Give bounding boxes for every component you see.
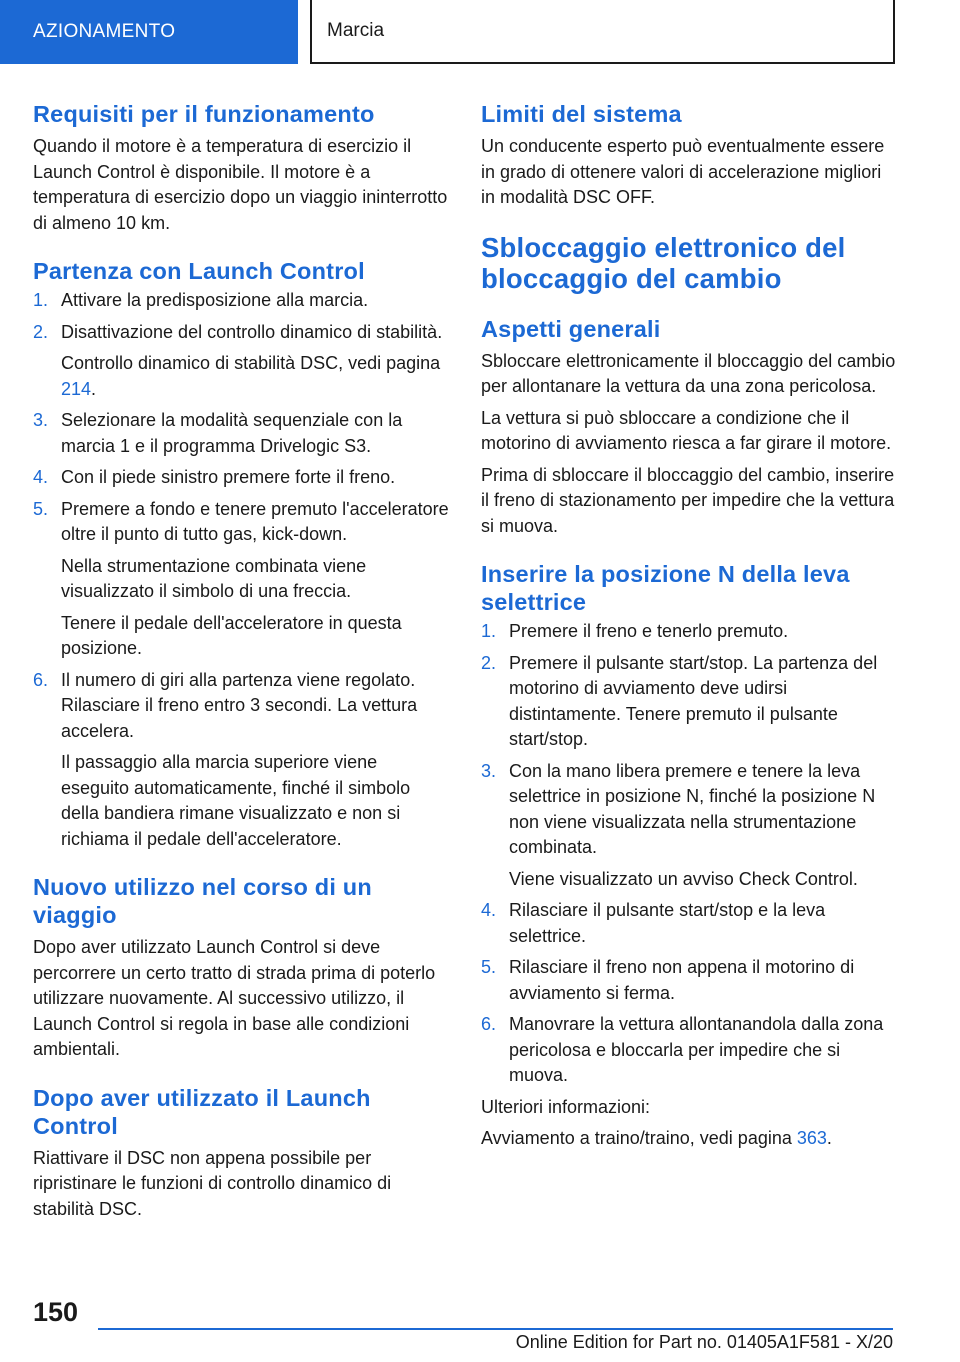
heading-nuovo-utilizzo: Nuovo utilizzo nel corso di un viaggio xyxy=(33,874,372,928)
step-number: 1. xyxy=(481,621,497,641)
dopo-utilizzo-body: Riattivare il DSC non appena possibile per ripristinare le funzioni di controllo dinamico di stabilità DSC. xyxy=(33,1147,392,1219)
step-number: 6. xyxy=(481,1014,497,1034)
step-text: Con la mano libera premere e tenere la leva selettrice in posizione N, finché la posizione N non viene visualizzata nella strumentazione combinata. xyxy=(509,760,876,857)
heading-limiti: Limiti del sistema xyxy=(481,101,682,127)
nuovo-utilizzo-body: Dopo aver utilizzato Launch Control si deve percorrere un certo tratto di strada prima di poterlo utilizzare nuovamente. Al successivo utilizzo, il Launch Control si regola in base alle condizioni ambientali. xyxy=(33,937,436,1059)
list-item xyxy=(33,465,449,491)
heading-sbloccaggio: Sbloccaggio elettronico del bloccaggio del cambio xyxy=(481,231,846,294)
page-number: 150 xyxy=(33,1297,79,1327)
partenza-steps xyxy=(33,288,449,852)
step-number: 6. xyxy=(33,669,49,690)
heading-aspetti-generali: Aspetti generali xyxy=(481,315,661,342)
list-item xyxy=(33,668,449,853)
step-note: Tenere il pedale dell'acceleratore in questa posizione. xyxy=(61,612,402,658)
heading-partenza: Partenza con Launch Control xyxy=(33,258,365,284)
list-item xyxy=(33,288,449,314)
step-text: Premere il pulsante start/stop. La partenza del motorino di avviamento deve udirsi distintamente. Tenere premuto il pulsante start/stop. xyxy=(509,652,878,749)
page-link-363[interactable]: 363 xyxy=(796,1128,827,1148)
step-text: Rilasciare il freno non appena il motorino di avviamento si ferma. xyxy=(509,957,855,1003)
list-item xyxy=(481,651,897,753)
footer-divider xyxy=(98,1328,893,1330)
list-item xyxy=(33,408,449,459)
step-number: 5. xyxy=(33,498,49,519)
step-note: Il passaggio alla marcia superiore viene eseguito automaticamente, finché il simbolo della bandiera rimane visualizzato e non si richiama il pedale dell'acceleratore. xyxy=(61,752,411,849)
left-column xyxy=(33,100,449,1222)
page-link-214[interactable]: 214 xyxy=(61,378,92,399)
edition-text: Online Edition for Part no. 01405A1F581 - X/20 xyxy=(515,1332,893,1352)
step-note-end: . xyxy=(91,378,97,399)
heading-dopo-utilizzo: Dopo aver utilizzato il Launch Control xyxy=(33,1084,371,1139)
step-number: 4. xyxy=(481,900,497,920)
list-item xyxy=(481,1012,897,1089)
chapter-title: Marcia xyxy=(310,0,895,64)
right-column xyxy=(481,100,897,1152)
list-item xyxy=(481,619,897,645)
step-number: 3. xyxy=(481,760,497,781)
step-text: Rilasciare il pulsante start/stop e la leva selettrice. xyxy=(509,900,826,946)
section-tab[interactable]: AZIONAMENTO xyxy=(0,0,298,64)
step-note xyxy=(61,351,449,402)
step-note: Nella strumentazione combinata viene visualizzato il simbolo di una freccia. xyxy=(61,555,367,601)
step-text: Premere il freno e tenerlo premuto. xyxy=(509,621,789,641)
step-text: Manovrare la vettura allontanandola dalla zona pericolosa e bloccarla per impedire che si muova. xyxy=(509,1014,884,1085)
step-number: 2. xyxy=(33,321,49,342)
step-note-text: Controllo dinamico di stabilità DSC, vedi pagina xyxy=(61,353,441,373)
limiti-body: Un conducente esperto può eventualmente essere in grado di ottenere valori di accelerazione migliori in modalità DSC OFF. xyxy=(481,136,885,207)
step-text: Premere a fondo e tenere premuto l'acceleratore oltre il punto di tutto gas, kick-down. xyxy=(61,498,449,544)
step-text: Disattivazione del controllo dinamico di stabilità. xyxy=(61,321,443,342)
step-number: 1. xyxy=(33,290,49,310)
more-info-ref xyxy=(481,1126,897,1152)
heading-requisiti: Requisiti per il funzionamento xyxy=(33,101,375,127)
list-item xyxy=(481,759,897,893)
aspetti-p1: Sbloccare elettronicamente il bloccaggio del cambio per allontanare la vettura da una zona pericolosa. xyxy=(481,350,896,396)
step-text: Il numero di giri alla partenza viene regolato. Rilasciare il freno entro 3 secondi. La vettura accelera. xyxy=(61,669,418,741)
list-item xyxy=(33,320,449,403)
list-item xyxy=(33,497,449,662)
heading-posizione-n: Inserire la posizione N della leva selettrice xyxy=(481,561,850,615)
requisiti-body: Quando il motore è a temperatura di esercizio il Launch Control è disponibile. Il motore è a temperatura di esercizio dopo un viaggio ininterrotto di almeno 10 km. xyxy=(33,136,448,233)
step-number: 3. xyxy=(33,410,49,430)
aspetti-p3: Prima di sbloccare il bloccaggio del cambio, inserire il freno di stazionamento per impedire che la vettura si muova. xyxy=(481,464,895,536)
step-text: Selezionare la modalità sequenziale con la marcia 1 e il programma Drivelogic S3. xyxy=(61,410,403,456)
list-item xyxy=(481,898,897,949)
step-number: 5. xyxy=(481,957,497,977)
aspetti-p2: La vettura si può sbloccare a condizione che il motorino di avviamento riesca a far girare il motore. xyxy=(481,407,892,453)
step-text: Attivare la predisposizione alla marcia. xyxy=(61,290,369,310)
posizione-n-steps xyxy=(481,619,897,1089)
more-info-label: Ulteriori informazioni: xyxy=(481,1096,651,1117)
ref-end: . xyxy=(826,1128,832,1148)
step-note: Viene visualizzato un avviso Check Control. xyxy=(509,868,858,889)
step-number: 4. xyxy=(33,467,49,487)
step-text: Con il piede sinistro premere forte il freno. xyxy=(61,467,396,487)
ref-text: Avviamento a traino/traino, vedi pagina xyxy=(481,1128,797,1148)
page-header xyxy=(0,0,960,66)
step-number: 2. xyxy=(481,652,497,673)
list-item xyxy=(481,955,897,1006)
